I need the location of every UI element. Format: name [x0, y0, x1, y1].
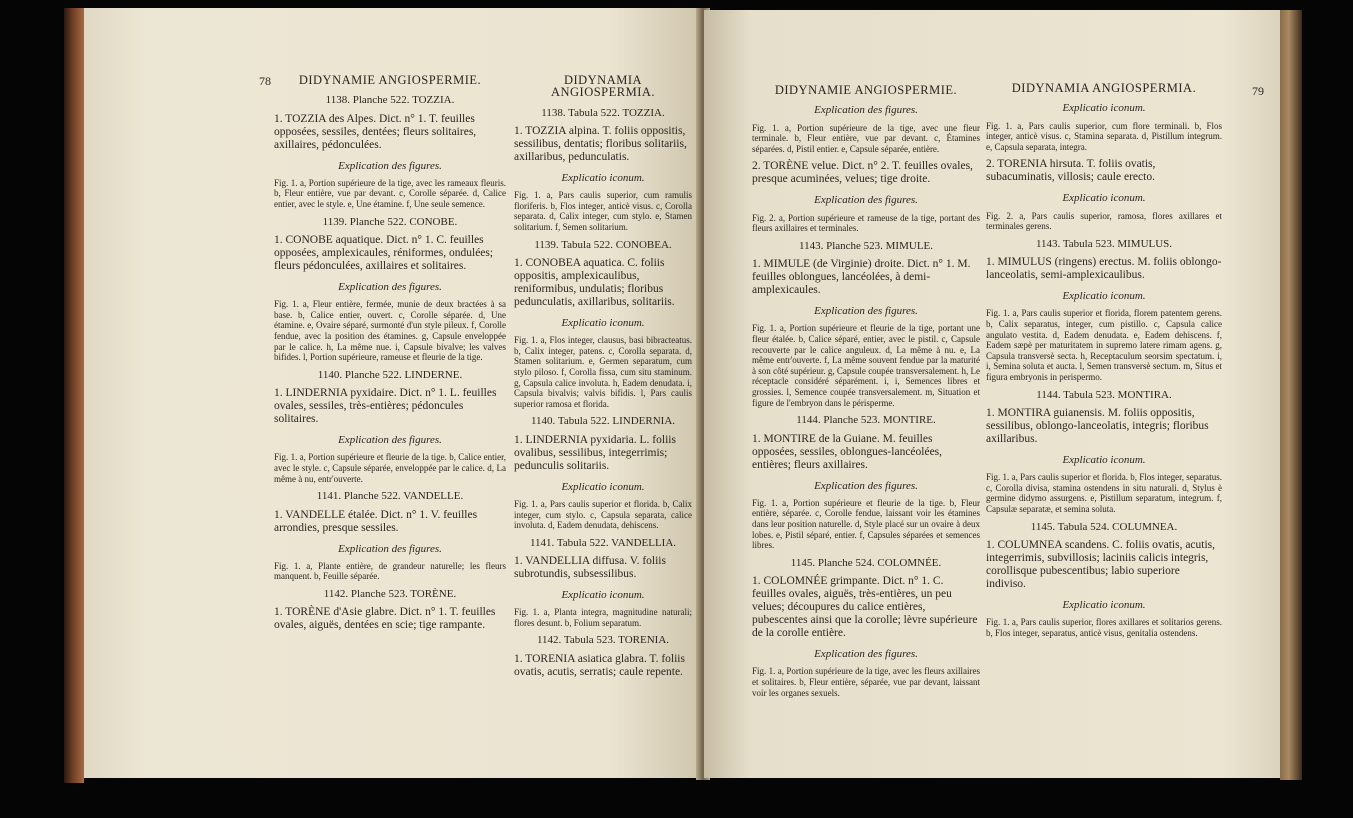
figure-description: Fig. 1. a, Portion supérieure de la tige, avec les fleurs axillaires et solitaires. b, Fleur entière, séparée, vue par devant, laissant voir les organes sexuels. [752, 666, 980, 698]
right-page [704, 10, 1280, 778]
figure-description: Fig. 1. a, Pars caulis superior, cum ramulis floriferis. b, Flos integer, anticè visus. c, Corolla separata. d, Calix integer, cum stylo. e, Stamen solitarium. f, Semen solitarium. [514, 190, 692, 232]
plate-heading: 1138. Tabula 522. TOZZIA. [541, 106, 665, 119]
running-head: DIDYNAMIE ANGIOSPERMIE. [774, 83, 958, 97]
plate-heading: 1138. Planche 522. TOZZIA. [325, 94, 455, 107]
species-entry: 2. TORENIA hirsuta. T. foliis ovatis, subacuminatis, villosis; caule erecto. [986, 158, 1156, 184]
species-entry: 1. TORENIA asiatica glabra. T. foliis ovatis, acutis, serratis; caule repente. [514, 652, 685, 678]
figure-description: Fig. 1. a, Pars caulis superior, cum flore terminali. b, Flos integer, anticè visus. c, Stamina separata. d, Pistillum integrum. e, Capsula separata, integra. [986, 120, 1222, 152]
plate-heading: 1141. Tabula 522. VANDELLIA. [529, 536, 677, 549]
figure-description: Fig. 1. a, Pars caulis superior et florida. b, Flos integer, separatus. c, Corolla divisa, stamina ostendens in situ naturali. d, Stylus è germine didymo assurgens. e, Pistillum separatum, integrum. f, Capsulæ separatæ, et semina soluta. [986, 472, 1222, 514]
species-entry: 1. MIMULUS (ringens) erectus. M. foliis oblongo-lanceolatis, semi-amplexicaulibus. [986, 256, 1222, 282]
species-entry: 1. COLOMNÉE grimpante. Dict. n° 1. C. feuilles ovales, aiguës, très-entières, un peu velues; découpures du calice entières, pubescentes ainsi que la corolle; lèvre supérieure de la corolle entière. [752, 575, 978, 640]
species-entry: 2. TORÈNE velue. Dict. n° 2. T. feuilles ovales, presque acuminées, velues; tige droite. [752, 160, 973, 186]
plate-heading: 1144. Planche 523. MONTIRE. [796, 414, 936, 427]
figure-description: Fig. 1. a, Flos integer, clausus, basi bibracteatus. b, Calix integer, patens. c, Corolla separata. d, Stamen solitarium. e, Germen separatum, cum stylo piloso. f, Corolla fissa, cum situ staminum. g, Capsula calice involuta. h, Eadem denudata. i, Capsula bivalvis; valvis bifidis. l, Pars caulis superior ramosa et florida. [514, 335, 692, 409]
species-entry: 1. CONOBE aquatique. Dict. n° 1. C. feuilles opposées, amplexicaules, réniformes, ondulées; fleurs pédonculées, axillaires et solitaires. [274, 233, 494, 272]
explication-heading: Explicatio iconum. [1062, 102, 1146, 115]
left-page-latin-column [514, 74, 692, 683]
species-entry: 1. TOZZIA des Alpes. Dict. n° 1. T. feuilles opposées, sessiles, dentées; fleurs solitaires, axillaires, pédonculées. [274, 112, 477, 151]
species-entry: 1. TOZZIA alpina. T. foliis oppositis, sessilibus, dentatis; floribus solitariis, axillaribus, pedunculatis. [514, 124, 687, 163]
running-head: DIDYNAMIA ANGIOSPERMIA. [550, 73, 656, 100]
plate-heading: 1140. Tabula 522. LINDERNIA. [530, 415, 676, 428]
figure-description: Fig. 1. a, Fleur entière, fermée, munie de deux bractées à sa base. b, Calice entier, ouvert. c, Corolle séparée. d, Une étamine. e, Ovaire séparé, surmonté d'un style pileux. f, Corolle fendue, avec la position des étamines. g, Capsule enveloppée par le calice. h, La même nue. i, Capsule bivalve; les valves bifides. l, Portion supérieure, rameuse et fleurie de la tige. [274, 299, 506, 363]
species-entry: 1. MONTIRE de la Guiane. M. feuilles opposées, sessiles, oblongues-lancéolées, entières; fleurs axillaires. [752, 432, 943, 471]
plate-heading: 1139. Planche 522. CONOBE. [322, 215, 458, 228]
species-entry: 1. MIMULE (de Virginie) droite. Dict. n° 1. M. feuilles oblongues, lancéolées, à demi-amplexicaules. [752, 258, 971, 297]
explication-heading: Explicatio iconum. [1062, 453, 1146, 466]
explication-heading: Explicatio iconum. [561, 171, 645, 184]
species-entry: 1. VANDELLIA diffusa. V. foliis subrotundis, subsessilibus. [514, 554, 666, 580]
figure-description: Fig. 1. a, Portion supérieure et fleurie de la tige. b, Calice entier, avec le style. c, Capsule séparée, enveloppée par le calice. d, La même à nu, entr'ouverte. [274, 452, 506, 484]
species-entry: 1. VANDELLE étalée. Dict. n° 1. V. feuilles arrondies, presque sessiles. [274, 508, 478, 534]
plate-heading: 1142. Tabula 523. TORENIA. [536, 634, 670, 647]
right-page-french-column [752, 84, 980, 704]
explication-heading: Explicatio iconum. [1062, 598, 1146, 611]
figure-description: Fig. 2. a, Pars caulis superior, ramosa, flores axillares et terminales gerens. [986, 210, 1222, 232]
page-number-left: 78 [259, 74, 271, 88]
species-entry: 1. MONTIRA guianensis. M. foliis oppositis, sessilibus, oblongo-lanceolatis, integris; floribus axillaribus. [986, 406, 1209, 445]
plate-heading: 1143. Planche 523. MIMULE. [798, 239, 934, 252]
explication-heading: Explicatio iconum. [1062, 192, 1146, 205]
explication-heading: Explication des figures. [814, 305, 918, 318]
explication-heading: Explication des figures. [814, 104, 918, 117]
figure-description: Fig. 1. a, Plante entière, de grandeur naturelle; les fleurs manquent. b, Feuille séparée. [274, 560, 506, 582]
figure-description: Fig. 1. a, Portion supérieure de la tige, avec une fleur terminale. b, Fleur entière, vue par devant. c, Étamines séparées. d, Pistil entier. e, Capsule séparée, entière. [752, 122, 980, 154]
figure-description: Fig. 1. a, Pars caulis superior et florida. b, Calix integer, cum stylo. c, Capsula separata, calice involuta. d, Eadem denudata, dehiscens. [514, 498, 692, 531]
plate-heading: 1145. Planche 524. COLOMNÉE. [790, 556, 942, 569]
figure-description: Fig. 1. a, Planta integra, magnitudine naturali; flores desunt. b, Folium separatum. [514, 607, 692, 628]
explication-heading: Explication des figures. [338, 159, 442, 172]
figure-description: Fig. 1. a, Pars caulis superior et florida, florem patentem gerens. b, Calix separatus, integer, cum pistillo. c, Capsula calice angulato vestita. d, Eadem denudata. e, Eadem dehiscens. f, Eadem sæpè per maturitatem in supremo latere rimam agens. g, Capsula transversè secta. h, Receptaculum seorsim spectatum. i, i, Semina soluta et aucta. l, Semen transversè sectum. m, Situs et figura embryonis in perispermo. [986, 308, 1222, 383]
explication-heading: Explicatio iconum. [561, 316, 645, 329]
plate-heading: 1145. Tabula 524. COLUMNEA. [1030, 520, 1178, 533]
species-entry: 1. CONOBEA aquatica. C. foliis oppositis, amplexicaulibus, reniformibus, undulatis; floribus pedunculatis, axillaribus, solitariis. [514, 256, 675, 308]
explication-heading: Explication des figures. [814, 648, 918, 661]
right-page-latin-column [986, 82, 1222, 644]
running-head: DIDYNAMIA ANGIOSPERMIA. [1011, 81, 1197, 95]
figure-description: Fig. 1. a, Portion supérieure et fleurie de la tige. b, Fleur entière, séparée. c, Corolle fendue, laissant voir les étamines dans leur position naturelle. d, Style placé sur un ovaire à deux lobes. e, Pistil séparé, entier. f, Capsules séparées et semences libres. [752, 497, 980, 551]
explication-heading: Explicatio iconum. [1062, 290, 1146, 303]
explication-heading: Explicatio iconum. [561, 588, 645, 601]
species-entry: 1. LINDERNIA pyxidaria. L. foliis ovalibus, sessilibus, integerrimis; pedunculis solitariis. [514, 433, 676, 472]
species-entry: 1. TORÈNE d'Asie glabre. Dict. n° 1. T. feuilles ovales, aiguës, dentées en scie; tige rampante. [274, 606, 496, 632]
explication-heading: Explication des figures. [338, 280, 442, 293]
explication-heading: Explicatio iconum. [561, 480, 645, 493]
figure-description: Fig. 1. a, Pars caulis superior, flores axillares et solitarios gerens. b, Flos integer, separatus, anticè visus, genitalia ostendens. [986, 617, 1222, 638]
explication-heading: Explication des figures. [338, 434, 442, 447]
plate-heading: 1139. Tabula 522. CONOBEA. [534, 238, 672, 251]
figure-description: Fig. 1. a, Portion supérieure de la tige, avec les rameaux fleuris. b, Fleur entière, vue par devant. c, Corolle séparée. d, Calice entier, avec le style. e, Une étamine. f, Une seule semence. [274, 177, 506, 210]
plate-heading: 1143. Tabula 523. MIMULUS. [1035, 237, 1173, 250]
left-page [84, 8, 702, 778]
figure-description: Fig. 2. a, Portion supérieure et rameuse de la tige, portant des fleurs axillaires et terminales. [752, 212, 980, 234]
left-page-french-column [274, 74, 506, 636]
explication-heading: Explication des figures. [338, 542, 442, 555]
figure-description: Fig. 1. a, Portion supérieure et fleurie de la tige, portant une fleur étalée. b, Calice séparé, entier, avec le pistil. c, Capsule recouverte par le calice anguleux. d, La même à nu. e, La même entr'ouverte. f, La même souvent fendue par la maturité à son côté supérieur. g, Capsule coupée transversalement. h, Le réceptacle considéré séparément. i, i, Semences libres et grossies. l, Semence coupée transversalement. m, Situation et figure de l'embryon dans le périsperme. [752, 323, 980, 408]
book-cover-edge-right [1280, 10, 1302, 780]
species-entry: 1. COLUMNEA scandens. C. foliis ovatis, acutis, integerrimis, subvillosis; laciniis calicis integris, corollisque pubescentibus; labio superiore indiviso. [986, 538, 1216, 590]
species-entry: 1. LINDERNIA pyxidaire. Dict. n° 1. L. feuilles ovales, sessiles, très-entières; pédoncules solitaires. [274, 387, 497, 426]
book-cover-edge-left [64, 8, 84, 783]
explication-heading: Explication des figures. [814, 194, 918, 207]
plate-heading: 1144. Tabula 523. MONTIRA. [1036, 388, 1172, 401]
page-number-right: 79 [1252, 84, 1264, 98]
explication-heading: Explication des figures. [814, 479, 918, 492]
running-head: DIDYNAMIE ANGIOSPERMIE. [298, 73, 482, 87]
plate-heading: 1140. Planche 522. LINDERNE. [317, 368, 463, 381]
plate-heading: 1141. Planche 522. VANDELLE. [316, 490, 464, 503]
plate-heading: 1142. Planche 523. TORÈNE. [323, 587, 457, 600]
